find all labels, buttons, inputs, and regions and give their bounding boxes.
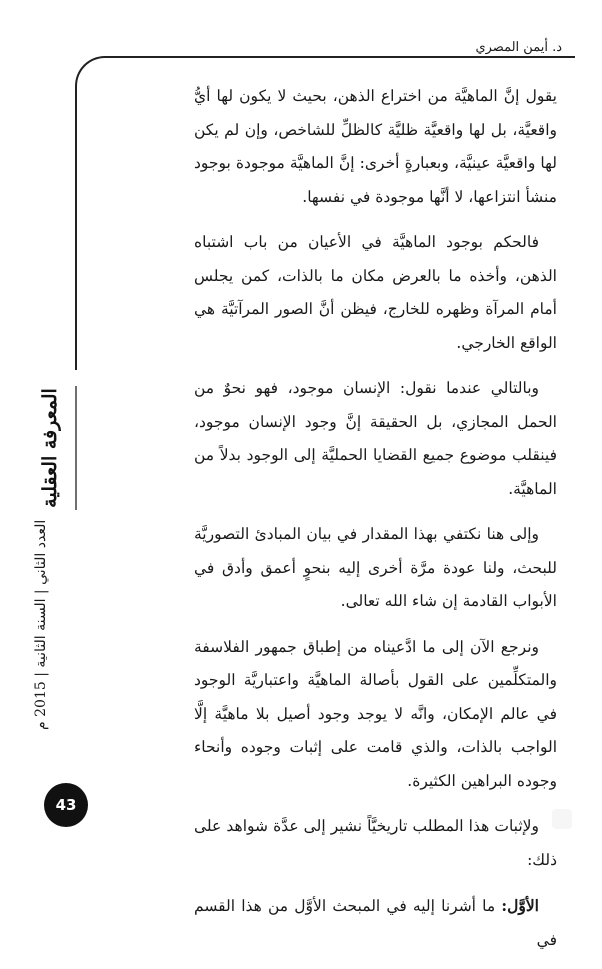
article-body [194, 80, 557, 969]
journal-logo-art [26, 378, 86, 518]
paragraph: يقول إنَّ الماهيَّة من اختراع الذهن، بحيث لا يكون لها أيُّ واقعيَّة، بل لها واقعيَّة ظليَّة كالظلِّ للشاخص، وإن لم يكن لها واقعيَّة عينيَّة، وبعبارةٍ أخرى: إنَّ الماهيَّة موجودة بوجود منشأ انتزاعها، لا أنَّها موجودة في نفسها. [194, 87, 557, 206]
paragraph-last [194, 889, 557, 957]
issue-info: العدد الثاني | السنة الثانية | 2015 م [33, 519, 49, 731]
author-name: د. أيمن المصري [475, 40, 562, 55]
lead-term: الأوَّل: [501, 896, 539, 915]
paragraph: ونرجع الآن إلى ما ادَّعيناه من إطباق جمهور الفلاسفة والمتكلِّمين على القول بأصالة الماهيَّة واعتباريَّة الوجود في عالم الإمكان، وانَّه لا يوجد وجود أصيل بلا ماهيَّة إلَّا الواجب بالذات، والذي قامت على إثبات وجوده وأنحاء وجوده البراهين الكثيرة. [194, 637, 557, 790]
paragraph: فالحكم بوجود الماهيَّة في الأعيان من باب اشتباه الذهن، وأخذه ما بالعرض مكان ما بالذات، كمن يجلس أمام المرآة وظهره للخارج، فيظن أنَّ الصور المرآتيَّة هي الواقع الخارجي. [194, 233, 557, 352]
page-frame-line [75, 90, 77, 370]
corner-mark [552, 809, 572, 829]
paragraph-text: ما أشرنا إليه في المبحث الأوَّل من هذا القسم في [194, 897, 557, 949]
paragraph: وإلى هنا نكتفي بهذا المقدار في بيان المبادئ التصوريَّة للبحث، ولنا عودة مرَّة أخرى إليه بنحوٍ أعمق وأدق في الأبواب القادمة إن شاء الله تعالى. [194, 525, 557, 610]
journal-name: المعرفة العقلية [39, 388, 61, 508]
paragraph: ولإثبات هذا المطلب تاريخيَّاً نشير إلى عدَّة شواهد على ذلك: [194, 817, 557, 869]
page-number-badge: 43 [44, 783, 88, 827]
journal-logo [26, 378, 86, 518]
paragraph: وبالتالي عندما نقول: الإنسان موجود، فهو نحوٌ من الحمل المجازي، بل الحقيقة إنَّ وجود الإنسان موجود، فينقلب موضوع جميع القضايا الحمليَّة إلى الوجود بدلاً من الماهيَّة. [194, 379, 557, 498]
